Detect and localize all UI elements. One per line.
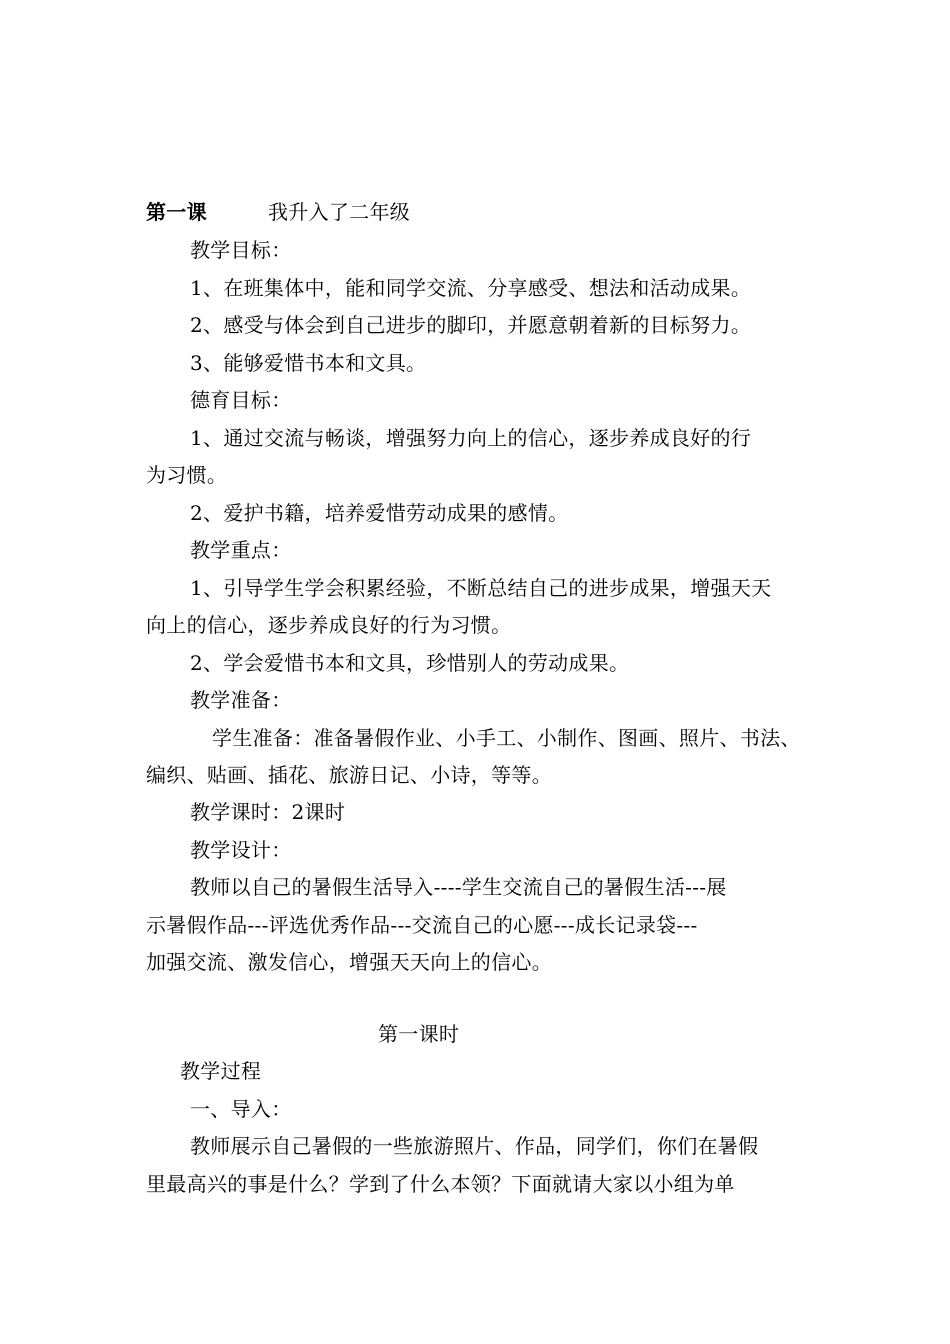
- paragraph-line: 教师展示自己暑假的一些旅游照片、作品，同学们，你们在暑假: [190, 1134, 759, 1158]
- paragraph-line: 里最高兴的事是什么？学到了什么本领？下面就请大家以小组为单: [146, 1172, 735, 1196]
- paragraph-line: 为习惯。: [146, 463, 228, 487]
- paragraph-line: 2、学会爱惜书本和文具，珍惜别人的劳动成果。: [190, 651, 630, 675]
- paragraph-line: 1、在班集体中，能和同学交流、分享感受、想法和活动成果。: [190, 276, 752, 300]
- section-heading-preparation: 教学准备：: [190, 688, 292, 712]
- paragraph-line: 2、爱护书籍，培养爱惜劳动成果的感情。: [190, 501, 569, 525]
- section-title-first-period: 第一课时: [378, 1022, 460, 1046]
- paragraph-line: 加强交流、激发信心，增强天天向上的信心。: [146, 950, 552, 974]
- section-heading-key-points: 教学重点：: [190, 538, 292, 562]
- section-heading-class-hours: 教学课时：2课时: [190, 800, 346, 824]
- section-heading-teaching-process: 教学过程: [180, 1059, 262, 1083]
- paragraph-line: 1、引导学生学会积累经验，不断总结自己的进步成果，增强天天: [190, 576, 772, 600]
- paragraph-line: 2、感受与体会到自己进步的脚印，并愿意朝着新的目标努力。: [190, 313, 752, 337]
- lesson-title: 我升入了二年级: [268, 200, 411, 224]
- section-heading-introduction: 一、导入：: [190, 1097, 292, 1121]
- paragraph-line: 编织、贴画、插花、旅游日记、小诗，等等。: [146, 763, 552, 787]
- section-heading-moral-goals: 德育目标：: [190, 388, 292, 412]
- paragraph-line: 3、能够爱惜书本和文具。: [190, 351, 427, 375]
- paragraph-line: 1、通过交流与畅谈，增强努力向上的信心，逐步养成良好的行: [190, 426, 752, 450]
- paragraph-line: 教师以自己的暑假生活导入----学生交流自己的暑假生活---展: [190, 875, 727, 899]
- lesson-number: 第一课: [146, 200, 207, 224]
- section-heading-teaching-design: 教学设计：: [190, 838, 292, 862]
- section-heading-teaching-goals: 教学目标：: [190, 238, 292, 262]
- paragraph-line: 学生准备：准备暑假作业、小手工、小制作、图画、照片、书法、: [212, 726, 801, 750]
- paragraph-line: 向上的信心，逐步养成良好的行为习惯。: [146, 613, 512, 637]
- paragraph-line: 示暑假作品---评选优秀作品---交流自己的心愿---成长记录袋---: [146, 913, 698, 937]
